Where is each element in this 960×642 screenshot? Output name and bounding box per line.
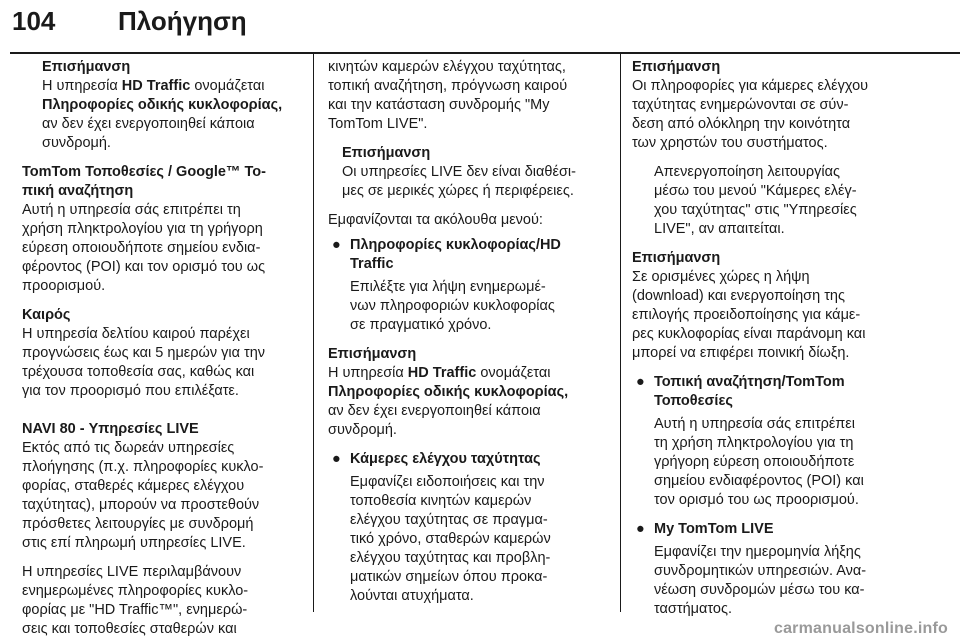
bullet-title: Πληροφορίες κυκλοφορίας/HD — [350, 237, 561, 253]
menus-intro: Εμφανίζονται τα ακόλουθα μενού: — [328, 212, 543, 228]
text-line: ενημερωμένες πληροφορίες κυκλο- — [22, 583, 249, 599]
text-line: προορισμού. — [22, 278, 106, 294]
section-live-services — [22, 420, 304, 553]
section-heading: Καιρός — [22, 307, 71, 323]
text-line: φορίας με "HD Traffic™", ενημερώ- — [22, 602, 248, 618]
text-line: σημείου ενδιαφέροντος (POI) και — [654, 473, 864, 489]
note-block — [328, 144, 614, 201]
note-heading: Επισήμανση — [632, 250, 721, 266]
bullet-body — [654, 415, 920, 510]
text-line: Εκτός από τις δωρεάν υπηρεσίες — [22, 440, 235, 456]
text-line: φορίας, σταθερές κάμερες ελέγχου — [22, 478, 245, 494]
text-line: λούνται ατυχήματα. — [350, 588, 474, 604]
bullet-speed-cameras — [328, 450, 614, 606]
text-line: ταχύτητας), μπορούν να προστεθούν — [22, 497, 260, 513]
text-line: ταστήματος. — [654, 601, 732, 617]
text-line: στις επί πληρωμή υπηρεσίες LIVE. — [22, 535, 246, 551]
text-line: LIVE", αν απαιτείται. — [654, 221, 785, 237]
section-tomtom-places — [22, 163, 304, 296]
text-line: Αυτή η υπηρεσία σάς επιτρέπει — [654, 416, 855, 432]
text-line: των χρηστών του συστήματος. — [632, 135, 828, 151]
bullet-traffic-info — [328, 236, 614, 335]
page-title: Πλοήγηση — [118, 6, 247, 36]
text-line: Οι πληροφορίες για κάμερες ελέγχου — [632, 78, 869, 94]
paragraph — [328, 58, 614, 134]
note-line: συνδρομή. — [328, 422, 397, 438]
section-body — [22, 439, 304, 553]
text-line: ελέγχου ταχύτητας και προβλη- — [350, 550, 551, 566]
text-line: Η υπηρεσίες LIVE περιλαμβάνουν — [22, 564, 242, 580]
text-line: νων πληροφοριών κυκλοφορίας — [350, 298, 555, 314]
note-line: αν δεν έχει ενεργοποιηθεί κάποια — [42, 116, 255, 132]
note-block — [632, 249, 920, 363]
text-line: (download) και ενεργοποίηση της — [632, 288, 845, 304]
text-line: Επιλέξτε για λήψη ενημερωμέ- — [350, 279, 546, 295]
text-line: γρήγορη εύρεση οποιουδήποτε — [654, 454, 855, 470]
text-line: Η υπηρεσία δελτίου καιρού παρέχει — [22, 326, 250, 342]
column-divider-2 — [620, 54, 621, 612]
text-line: τικό χρόνο, σταθερών καμερών — [350, 531, 551, 547]
note-heading: Επισήμανση — [342, 145, 431, 161]
note-line: συνδρομή. — [42, 135, 111, 151]
header-rule — [10, 52, 960, 54]
text-line: χρήση πληκτρολογίου για τη γρήγορη — [22, 221, 263, 237]
note-block — [632, 58, 920, 153]
text-line: τρέχουσα τοποθεσία σας, καθώς και — [22, 364, 255, 380]
bullet-title: Κάμερες ελέγχου ταχύτητας — [350, 451, 541, 467]
indented-instruction — [632, 163, 920, 239]
text-line: Οι υπηρεσίες LIVE δεν είναι διαθέσι- — [342, 164, 576, 180]
text-line: και την κατάσταση συνδρομής "My — [328, 97, 550, 113]
bullet-title: Τοπική αναζήτηση/TomTom — [654, 374, 845, 390]
text-line: κινητών καμερών ελέγχου ταχύτητας, — [328, 59, 566, 75]
text-line: φέροντος (POI) και τον ορισμό του ως — [22, 259, 266, 275]
text-line: επιλογής προειδοποίησης για κάμε- — [632, 307, 861, 323]
column-1 — [22, 58, 304, 639]
bullet-body — [350, 278, 614, 335]
text-line: ρες κυκλοφορίας είναι παράνομη και — [632, 326, 866, 342]
text-line: Σε ορισμένες χώρες η λήψη — [632, 269, 810, 285]
text-line: ελέγχου ταχύτητας σε πραγμα- — [350, 512, 548, 528]
bullet-title: My TomTom LIVE — [654, 521, 774, 537]
text-line: μπορεί να επιφέρει ποινική δίωξη. — [632, 345, 850, 361]
text-line: πρόσθετες λειτουργίες με συνδρομή — [22, 516, 254, 532]
bullet-body — [654, 543, 920, 619]
text-line: τοποθεσία κινητών καμερών — [350, 493, 532, 509]
text-line: ματικών σημείων όπου προκα- — [350, 569, 548, 585]
text-line: πλοήγησης (π.χ. πληροφορίες κυκλο- — [22, 459, 264, 475]
note-heading: Επισήμανση — [632, 59, 721, 75]
bullet-icon: ● — [636, 374, 645, 390]
text-line: μέσω του μενού "Κάμερες ελέγ- — [654, 183, 857, 199]
column-3 — [632, 58, 920, 619]
text-line: τοπική αναζήτηση, πρόγνωση καιρού — [328, 78, 568, 94]
bullet-local-search — [632, 373, 920, 510]
text-line: τον ορισμό του ως προορισμού. — [654, 492, 859, 508]
text-line: Απενεργοποίηση λειτουργίας — [654, 164, 840, 180]
text-line: δεση από ολόκληρη την κοινότητα — [632, 116, 851, 132]
text-line: προγνώσεις έως και 5 ημερών για την — [22, 345, 266, 361]
note-line: αν δεν έχει ενεργοποιηθεί κάποια — [328, 403, 541, 419]
bullet-icon: ● — [332, 237, 341, 253]
section-heading: πική αναζήτηση — [22, 183, 134, 199]
text-line: νέωση συνδρομών μέσω του κα- — [654, 582, 865, 598]
section-body — [22, 325, 304, 401]
text-line: τη χρήση πληκτρολογίου για τη — [654, 435, 854, 451]
text-line: μες σε μερικές χώρες ή περιφέρειες. — [342, 183, 574, 199]
bullet-title: Traffic — [350, 256, 394, 272]
text-line: σε πραγματικό χρόνο. — [350, 317, 492, 333]
text-line: χου ταχύτητας" στις "Υπηρεσίες — [654, 202, 857, 218]
section-body — [22, 201, 304, 296]
note-heading: Επισήμανση — [328, 346, 417, 362]
bullet-my-tomtom-live — [632, 520, 920, 619]
section-heading: NAVI 80 - Υπηρεσίες LIVE — [22, 421, 199, 437]
note-line: Πληροφορίες οδικής κυκλοφορίας, — [42, 97, 283, 113]
note-heading: Επισήμανση — [42, 59, 131, 75]
text-line: ταχύτητας ενημερώνονται σε σύν- — [632, 97, 849, 113]
text-line: για τον προορισμό που επιλέξατε. — [22, 383, 239, 399]
text-line: TomTom LIVE". — [328, 116, 428, 132]
page-header — [10, 4, 950, 48]
column-divider-1 — [313, 54, 314, 612]
note-body — [342, 163, 614, 201]
text-line: Εμφανίζει την ημερομηνία λήξης — [654, 544, 861, 560]
note-line: Η υπηρεσία HD Traffic ονομάζεται — [328, 365, 551, 381]
bullet-body — [350, 473, 614, 606]
text-line: εύρεση οποιουδήποτε σημείου ενδια- — [22, 240, 261, 256]
note-body — [632, 77, 920, 153]
bullet-title: Τοποθεσίες — [654, 393, 733, 409]
note-block — [22, 58, 304, 153]
note-line: Η υπηρεσία HD Traffic ονομάζεται — [42, 78, 265, 94]
note-block — [328, 345, 614, 440]
bullet-icon: ● — [332, 451, 341, 467]
watermark: carmanualsonline.info — [773, 620, 948, 637]
text-line: Εμφανίζει ειδοποιήσεις και την — [350, 474, 545, 490]
text-line: συνδρομητικών υπηρεσιών. Ανα- — [654, 563, 867, 579]
bullet-icon: ● — [636, 521, 645, 537]
page-number: 104 — [12, 6, 56, 36]
section-heading: TomTom Τοποθεσίες / Google™ To- — [22, 164, 266, 180]
text-line: σεις και τοποθεσίες σταθερών και — [22, 621, 237, 637]
section-weather — [22, 306, 304, 401]
text-line: Αυτή η υπηρεσία σάς επιτρέπει τη — [22, 202, 241, 218]
column-2 — [328, 58, 614, 606]
section-live-includes — [22, 563, 304, 639]
note-line: Πληροφορίες οδικής κυκλοφορίας, — [328, 384, 569, 400]
note-body — [632, 268, 920, 363]
